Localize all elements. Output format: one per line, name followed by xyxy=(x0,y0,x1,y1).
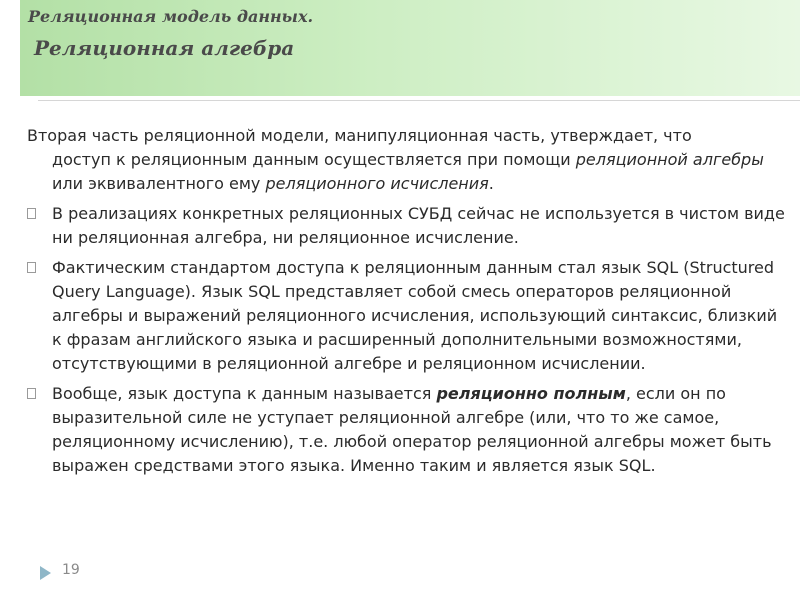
p4-bold-italic-term: реляционно полным xyxy=(436,384,626,403)
triangle-arrow-icon xyxy=(40,566,51,580)
paragraph-2-text: В реализациях конкретных реляционных СУБД сейчас не используется в чистом виде ни реляционная алгебра, ни реляционное исчисление. xyxy=(52,204,785,247)
paragraph-2 xyxy=(27,202,785,250)
slide-header xyxy=(20,0,800,96)
page-number: 19 xyxy=(62,562,80,578)
p1-text-b: доступ к реляционным данным осуществляется при помощи xyxy=(52,150,576,169)
square-bullet-icon xyxy=(27,262,36,273)
square-bullet-icon xyxy=(27,388,36,399)
paragraph-3 xyxy=(27,256,785,376)
p1-italic-term-1b: алгебры xyxy=(692,150,764,169)
p1-text-c: или эквивалентного ему xyxy=(52,174,266,193)
paragraph-4 xyxy=(27,382,785,478)
p4-text-b: , если он по выразительной силе не уступает реляционной алгебре (или, что то же самое, реляционному исчислению), т.е. любой оператор реляционной алгебры может быть выражен средствами этого языка. Именно таким и является язык SQL. xyxy=(52,384,772,475)
p1-text-end: . xyxy=(488,174,494,193)
slide-title-line1: Реляционная модель данных. xyxy=(28,7,314,26)
paragraph-1 xyxy=(27,124,785,196)
slide-body xyxy=(27,124,785,484)
header-divider xyxy=(38,100,800,101)
paragraph-1-rest xyxy=(27,148,785,196)
slide-title-line2: Реляционная алгебра xyxy=(34,36,295,60)
paragraph-3-text: Фактическим стандартом доступа к реляционным данным стал язык SQL (Structured Query Language). Язык SQL представляет собой смесь операторов реляционной алгебры и выражений реляционного исчисления, использующий синтаксис, близкий к фразам английского языка и расширенный дополнительными возможностями, отсутствующими в реляционной алгебре и реляционном исчислении. xyxy=(52,258,778,373)
p1-italic-term-2: реляционного исчисления xyxy=(265,174,489,193)
paragraph-1-line1: Вторая часть реляционной модели, манипуляционная часть, утверждает, что xyxy=(27,126,692,145)
square-bullet-icon xyxy=(27,208,36,219)
p4-text-a: Вообще, язык доступа к данным называется xyxy=(52,384,437,403)
p1-italic-term-1a: реляционной xyxy=(575,150,688,169)
